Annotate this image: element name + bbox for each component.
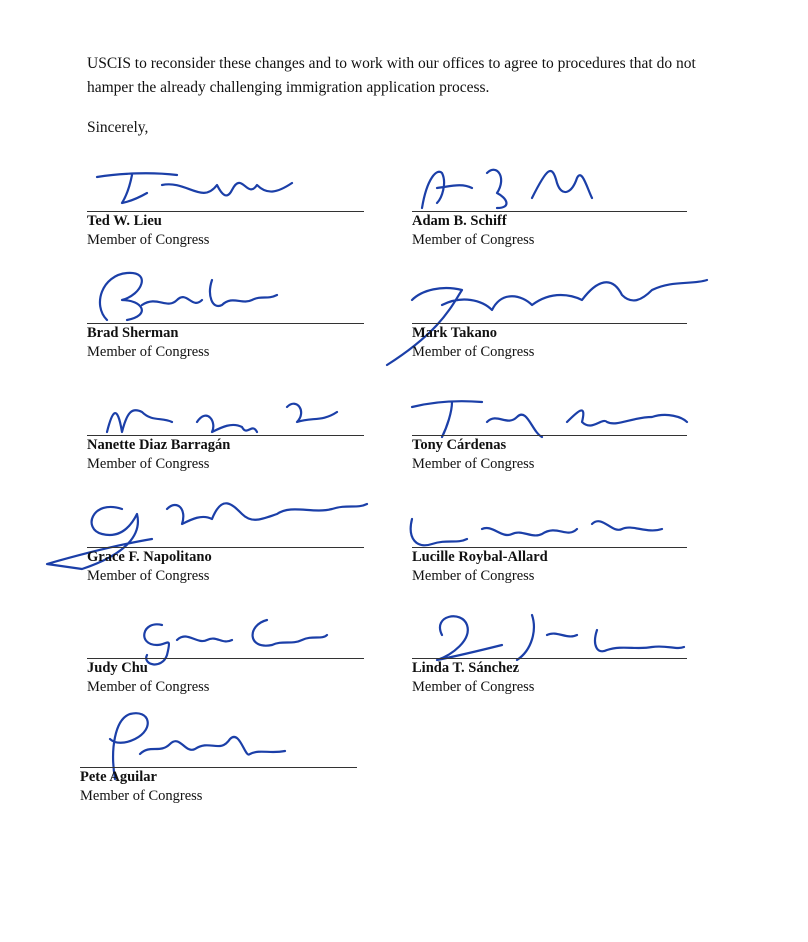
signer-name: Adam B. Schiff: [412, 213, 507, 229]
signer-name: Brad Sherman: [87, 325, 179, 341]
signer-name: Mark Takano: [412, 325, 498, 341]
signer-title: Member of Congress: [87, 344, 210, 360]
signer-name: Judy Chu: [87, 660, 148, 676]
signature-block-schiff: [412, 153, 687, 273]
signer-title: Member of Congress: [412, 679, 535, 695]
signer-title: Member of Congress: [87, 456, 210, 472]
signer-name: Lucille Roybal-Allard: [412, 549, 548, 565]
signature-block-lieu: [87, 153, 364, 273]
signature-line: [412, 323, 687, 324]
signature-block-napolitano: [87, 489, 364, 609]
signature-line: [87, 435, 364, 436]
signer-name: Pete Aguilar: [80, 769, 157, 785]
handwritten-signature: [412, 158, 612, 218]
signature-line: [87, 658, 364, 659]
signature-block-roybal-allard: [412, 489, 687, 609]
signer-title: Member of Congress: [87, 568, 210, 584]
signature-block-sherman: [87, 265, 364, 385]
letter-body-text: USCIS to reconsider these changes and to work with our offices to agree to procedures that do not hamper the already challenging immigration application process.: [87, 55, 696, 96]
signature-line: [412, 435, 687, 436]
signature-block-cardenas: [412, 377, 687, 497]
signer-name: Grace F. Napolitano: [87, 549, 212, 565]
handwritten-signature: [132, 610, 332, 670]
signature-line: [87, 547, 364, 548]
signature-line: [87, 211, 364, 212]
signature-block-chu: [87, 600, 364, 720]
signer-title: Member of Congress: [412, 568, 535, 584]
signature-line: [412, 658, 687, 659]
signer-title: Member of Congress: [412, 456, 535, 472]
signature-line: [87, 323, 364, 324]
signer-title: Member of Congress: [87, 679, 210, 695]
handwritten-signature: [82, 265, 282, 325]
letter-closing: Sincerely,: [87, 119, 149, 136]
signer-title: Member of Congress: [412, 232, 535, 248]
handwritten-signature: [92, 165, 312, 210]
signer-name: Linda T. Sánchez: [412, 660, 520, 676]
signer-title: Member of Congress: [87, 232, 210, 248]
signer-name: Tony Cárdenas: [412, 437, 507, 453]
signature-line: [412, 211, 687, 212]
signature-block-takano: [412, 265, 687, 385]
signature-block-aguilar: [80, 709, 357, 829]
signature-line: [412, 547, 687, 548]
signer-name: Ted W. Lieu: [87, 213, 162, 229]
signature-line: [80, 767, 357, 768]
signer-name: Nanette Diaz Barragán: [87, 437, 231, 453]
signer-title: Member of Congress: [412, 344, 535, 360]
signature-block-sanchez: [412, 600, 687, 720]
signature-block-barragan: [87, 377, 364, 497]
signer-title: Member of Congress: [80, 788, 203, 804]
